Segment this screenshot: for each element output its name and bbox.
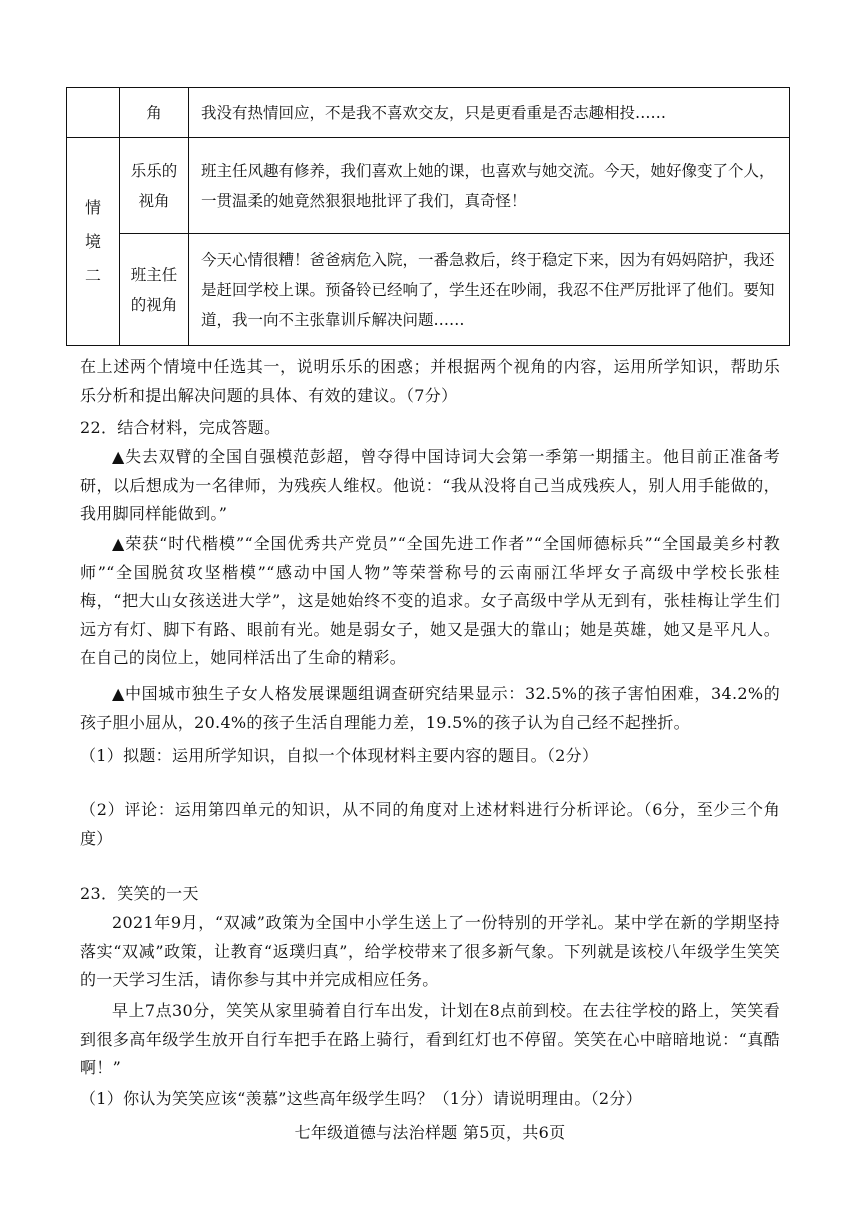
table-row: [67, 138, 790, 234]
q23-heading: 23．笑笑的一天: [80, 884, 199, 903]
perspective-cell: [120, 234, 189, 346]
content-cell: 今天心情很糟！爸爸病危入院，一番急救后，终于稳定下来，因为有妈妈陪护，我还是赶回学校上课。预备铃已经响了，学生还在吵闹，我忍不住严厉批评了他们。要知道，我一向不主张靠训斥解决问题……: [189, 234, 790, 346]
q22-heading: 22．结合材料，完成答题。: [80, 418, 281, 437]
q22-subquestion-2: （2）评论：运用第四单元的知识，从不同的角度对上述材料进行分析评论。（6分，至少三个角度）: [80, 800, 780, 848]
q21-instruction: 在上述两个情境中任选其一，说明乐乐的困惑；并根据两个视角的内容，运用所学知识，帮助乐乐分析和提出解决问题的具体、有效的建议。（7分）: [80, 357, 780, 405]
perspective-cell: [120, 88, 189, 138]
q22-material-3: ▲中国城市独生子女人格发展课题组调查研究结果显示：32.5%的孩子害怕困难，34.2%的孩子胆小屈从，20.4%的孩子生活自理能力差，19.5%的孩子认为自己经不起挫折。: [80, 684, 780, 732]
content-cell: 班主任风趣有修养，我们喜欢上她的课，也喜欢与她交流。今天，她好像变了个人，一贯温柔的她竟然狠狠地批评了我们，真奇怪！: [189, 138, 790, 234]
perspective-label: 乐乐的视角: [130, 161, 178, 210]
q22-subquestion-1: （1）拟题：运用所学知识，自拟一个体现材料主要内容的题目。（2分）: [80, 746, 599, 765]
content-cell: 我没有热情回应，不是我不喜欢交友，只是更看重是否志趣相投……: [189, 88, 790, 138]
scenario-label: 情境二: [84, 197, 101, 285]
q22-material-1: ▲失去双臂的全国自强模范彭超，曾夺得中国诗词大会第一季第一期擂主。他目前正准备考研，以后想成为一名律师，为残疾人维权。他说：“我从没将自己当成残疾人，别人用手能做的，我用脚同样能做到。”: [80, 447, 780, 523]
q23-scenario: 早上7点30分，笑笑从家里骑着自行车出发，计划在8点前到校。在去往学校的路上，笑笑看到很多高年级学生放开自行车把手在路上骑行，看到红灯也不停留。笑笑在心中暗暗地说：“真酷啊！”: [80, 1001, 780, 1077]
scenario-label-cell: [67, 138, 120, 346]
perspective-label: 角: [146, 103, 162, 122]
scenario-table: [66, 87, 790, 346]
q23-subquestion-1: （1）你认为笑笑应该“羡慕”这些高年级学生吗？（1分）请说明理由。（2分）: [80, 1089, 642, 1108]
q23-intro: 2021年9月，“双减”政策为全国中小学生送上了一份特别的开学礼。某中学在新的学期坚持落实“双减”政策，让教育“返璞归真”，给学校带来了很多新气象。下列就是该校八年级学生笑笑的一天学习生活，请你参与其中并完成相应任务。: [80, 913, 780, 989]
scenario-cell-empty: [67, 88, 120, 138]
page-footer: 七年级道德与法治样题 第5页，共6页: [294, 1123, 566, 1142]
table-row: [67, 234, 790, 346]
q22-material-2: ▲荣获“时代楷模”“全国优秀共产党员”“全国先进工作者”“全国师德标兵”“全国最美乡村教师”“全国脱贫攻坚楷模”“感动中国人物”等荣誉称号的云南丽江华坪女子高级中学校长张桂梅，“把大山女孩送进大学”，这是她始终不变的追求。女子高级中学从无到有，张桂梅让学生们远方有灯、脚下有路、眼前有光。她是弱女子，她又是强大的靠山；她是英雄，她又是平凡人。在自己的岗位上，她同样活出了生命的精彩。: [80, 534, 780, 667]
perspective-label: 班主任的视角: [130, 265, 178, 314]
table-row: [67, 88, 790, 138]
perspective-cell: [120, 138, 189, 234]
